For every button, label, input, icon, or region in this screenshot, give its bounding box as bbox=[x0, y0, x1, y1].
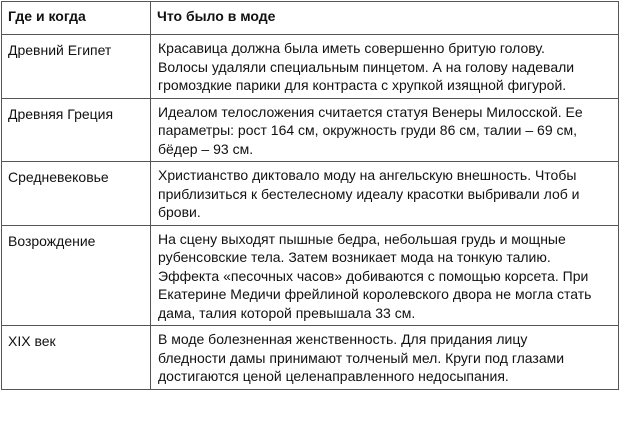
table-row bbox=[2, 98, 619, 162]
table-row bbox=[2, 326, 619, 390]
description-line: дама, талия которой превышала 33 см. bbox=[158, 304, 416, 321]
period-cell: Древняя Греция bbox=[2, 98, 151, 162]
description-cell bbox=[151, 162, 619, 226]
description-line: приблизиться к бестелесному идеалу красотки выбривали лоб и bbox=[158, 185, 580, 202]
table-header-row bbox=[2, 2, 619, 35]
description-cell bbox=[151, 35, 619, 99]
description-line: Идеалом телосложения считается статуя Венеры Милосской. Ее bbox=[158, 103, 583, 120]
description-line: бледности дамы принимают толченый мел. Круги под глазами bbox=[158, 349, 565, 366]
column-header-where-when: Где и когда bbox=[2, 2, 151, 35]
description-line: брови. bbox=[158, 204, 201, 220]
description-line: параметры: рост 164 см, окружность груди 86 см, талии – 69 см, bbox=[158, 122, 578, 138]
description-line: Волосы удаляли специальным пинцетом. А на голову надевали bbox=[158, 58, 575, 75]
description-cell bbox=[151, 225, 619, 326]
fashion-history-table bbox=[1, 1, 619, 390]
table-row bbox=[2, 35, 619, 99]
description-line: На сцену выходят пышные бедра, небольшая грудь и мощные bbox=[158, 230, 566, 247]
period-cell: Возрождение bbox=[2, 225, 151, 326]
period-cell: Древний Египет bbox=[2, 35, 151, 99]
period-cell: XIX век bbox=[2, 326, 151, 390]
description-line: Екатерине Медичи фрейлиной королевского двора не могла стать bbox=[158, 286, 592, 302]
description-cell bbox=[151, 326, 619, 390]
description-line: достигаются ценой целенаправленного недосыпания. bbox=[158, 368, 509, 384]
description-line: рубенсовские тела. Затем возникает мода на тонкую талию. bbox=[158, 249, 551, 265]
description-line: громоздкие парики для контраста с хрупкой изящной фигурой. bbox=[158, 77, 567, 93]
description-line: бёдер – 93 см. bbox=[158, 140, 254, 157]
table-row bbox=[2, 162, 619, 226]
description-line: Эффекта «песочных часов» добиваются с помощью корсета. При bbox=[158, 267, 589, 284]
description-cell bbox=[151, 98, 619, 162]
period-cell: Средневековье bbox=[2, 162, 151, 226]
description-line: Христианство диктовало моду на ангельскую внешность. Чтобы bbox=[158, 167, 577, 183]
table-row bbox=[2, 225, 619, 326]
description-line: В моде болезненная женственность. Для придания лицу bbox=[158, 331, 528, 347]
column-header-what-was-in-fashion: Что было в моде bbox=[151, 2, 619, 35]
description-line: Красавица должна была иметь совершенно бритую голову. bbox=[158, 40, 545, 56]
